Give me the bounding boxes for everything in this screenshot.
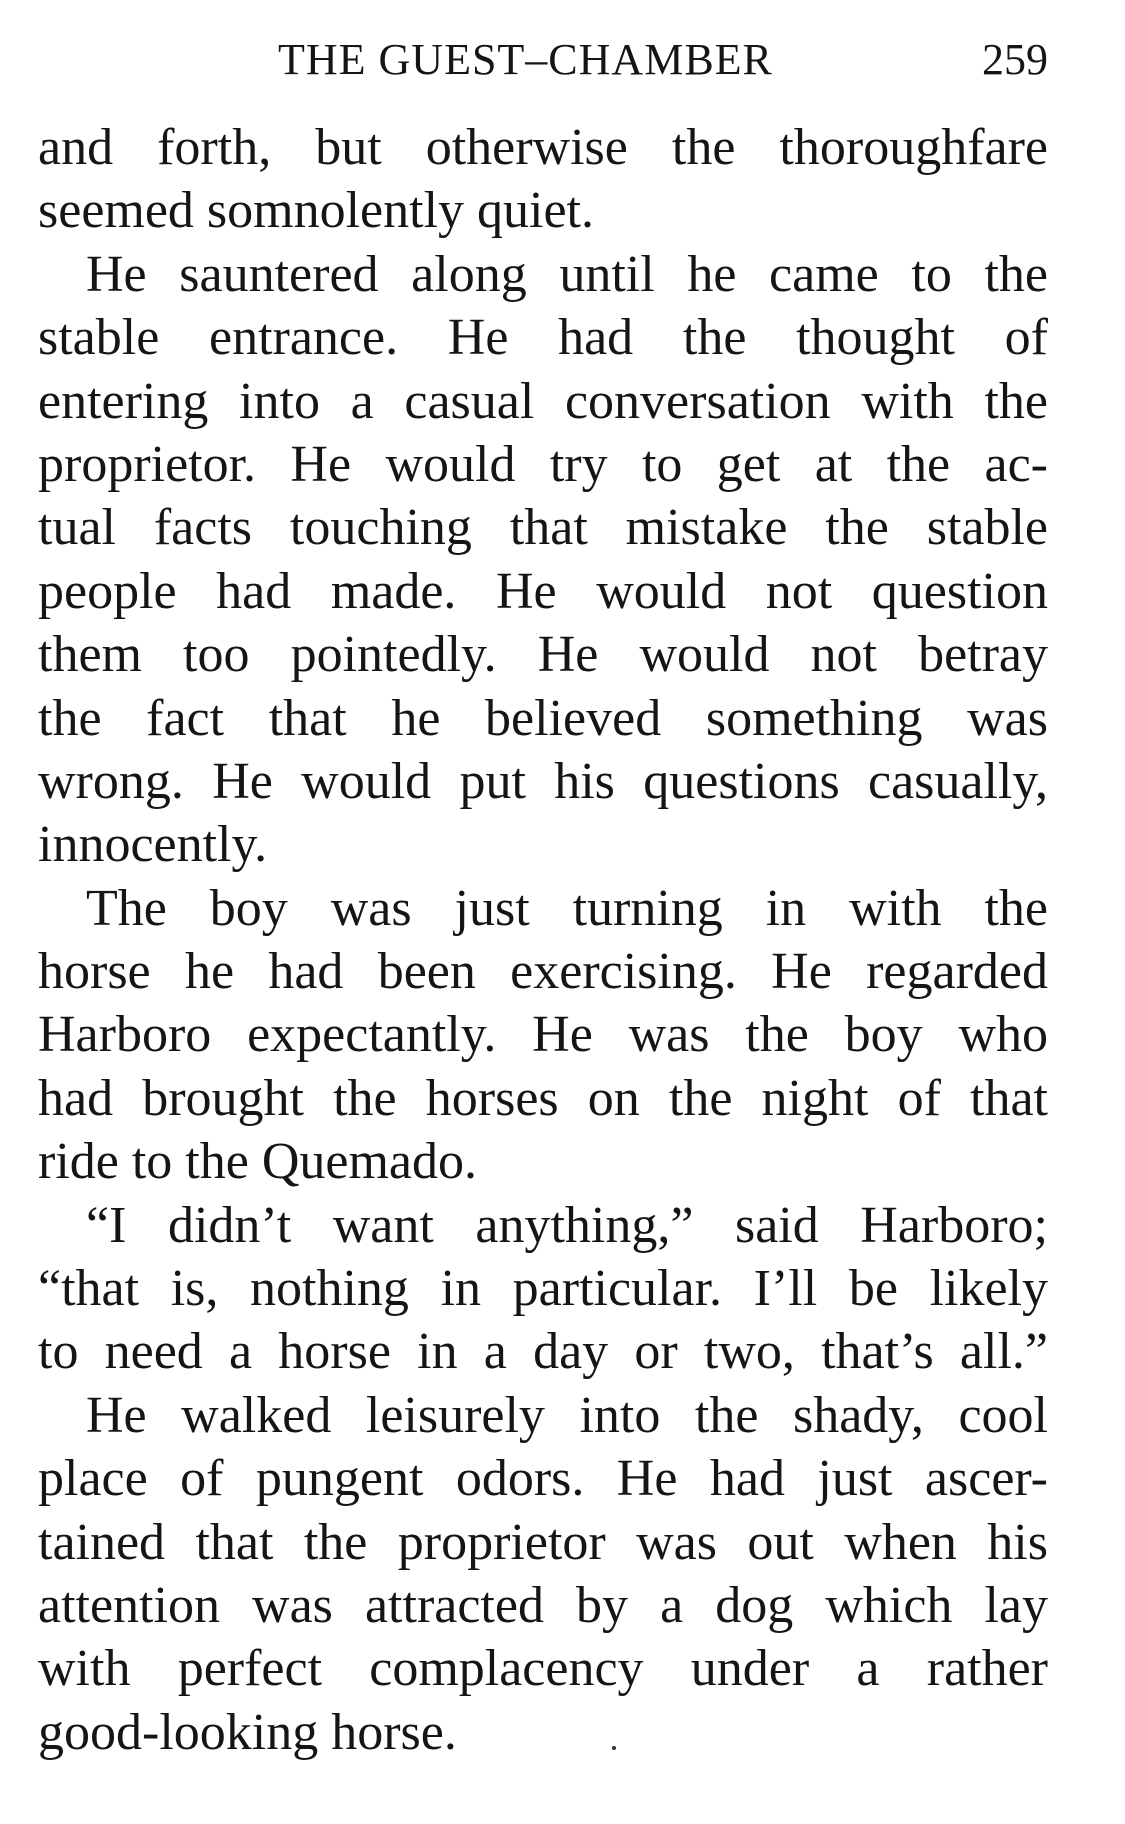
text-line: wrong. He would put his questions casually, xyxy=(38,752,1048,810)
text-line: people had made. He would not question xyxy=(38,562,1048,620)
text-line: had brought the horses on the night of that xyxy=(38,1069,1048,1127)
text-line: and forth, but otherwise the thoroughfare xyxy=(38,119,1048,176)
text-line: innocently. xyxy=(38,816,268,874)
text-line: “I didn’t want anything,” said Harboro; xyxy=(86,1196,1048,1254)
running-head: THE GUEST–CHAMBER xyxy=(278,35,773,84)
text-line: He sauntered along until he came to the xyxy=(86,245,1048,303)
text-line: He walked leisurely into the shady, cool xyxy=(86,1386,1048,1444)
text-line: tained that the proprietor was out when his xyxy=(38,1513,1048,1571)
text-line: “that is, nothing in particular. I’ll be likely xyxy=(38,1260,1048,1318)
ink-speck xyxy=(612,1746,616,1750)
page-number: 259 xyxy=(982,35,1048,84)
text-line: the fact that he believed something was xyxy=(38,689,1048,747)
text-line: tual facts touching that mistake the stable xyxy=(38,499,1048,557)
text-line: Harboro expectantly. He was the boy who xyxy=(38,1006,1048,1064)
text-line: to need a horse in a day or two, that’s all.” xyxy=(38,1323,1048,1381)
text-line: proprietor. He would try to get at the ac- xyxy=(38,435,1048,493)
text-line: The boy was just turning in with the xyxy=(86,879,1048,937)
text-line: attention was attracted by a dog which lay xyxy=(38,1576,1048,1634)
text-line: seemed somnolently quiet. xyxy=(38,182,595,240)
text-line: stable entrance. He had the thought of xyxy=(38,309,1048,367)
body-text xyxy=(38,116,1048,1764)
text-line: entering into a casual conversation with the xyxy=(38,372,1048,430)
page-header xyxy=(38,30,1048,90)
text-line: ride to the Quemado. xyxy=(38,1133,477,1191)
text-line: them too pointedly. He would not betray xyxy=(38,626,1048,684)
text-line: horse he had been exercising. He regarded xyxy=(38,943,1048,1001)
text-line: place of pungent odors. He had just ascer- xyxy=(38,1450,1048,1508)
text-line: good-looking horse. xyxy=(38,1703,457,1761)
text-line: with perfect complacency under a rather xyxy=(38,1640,1048,1698)
